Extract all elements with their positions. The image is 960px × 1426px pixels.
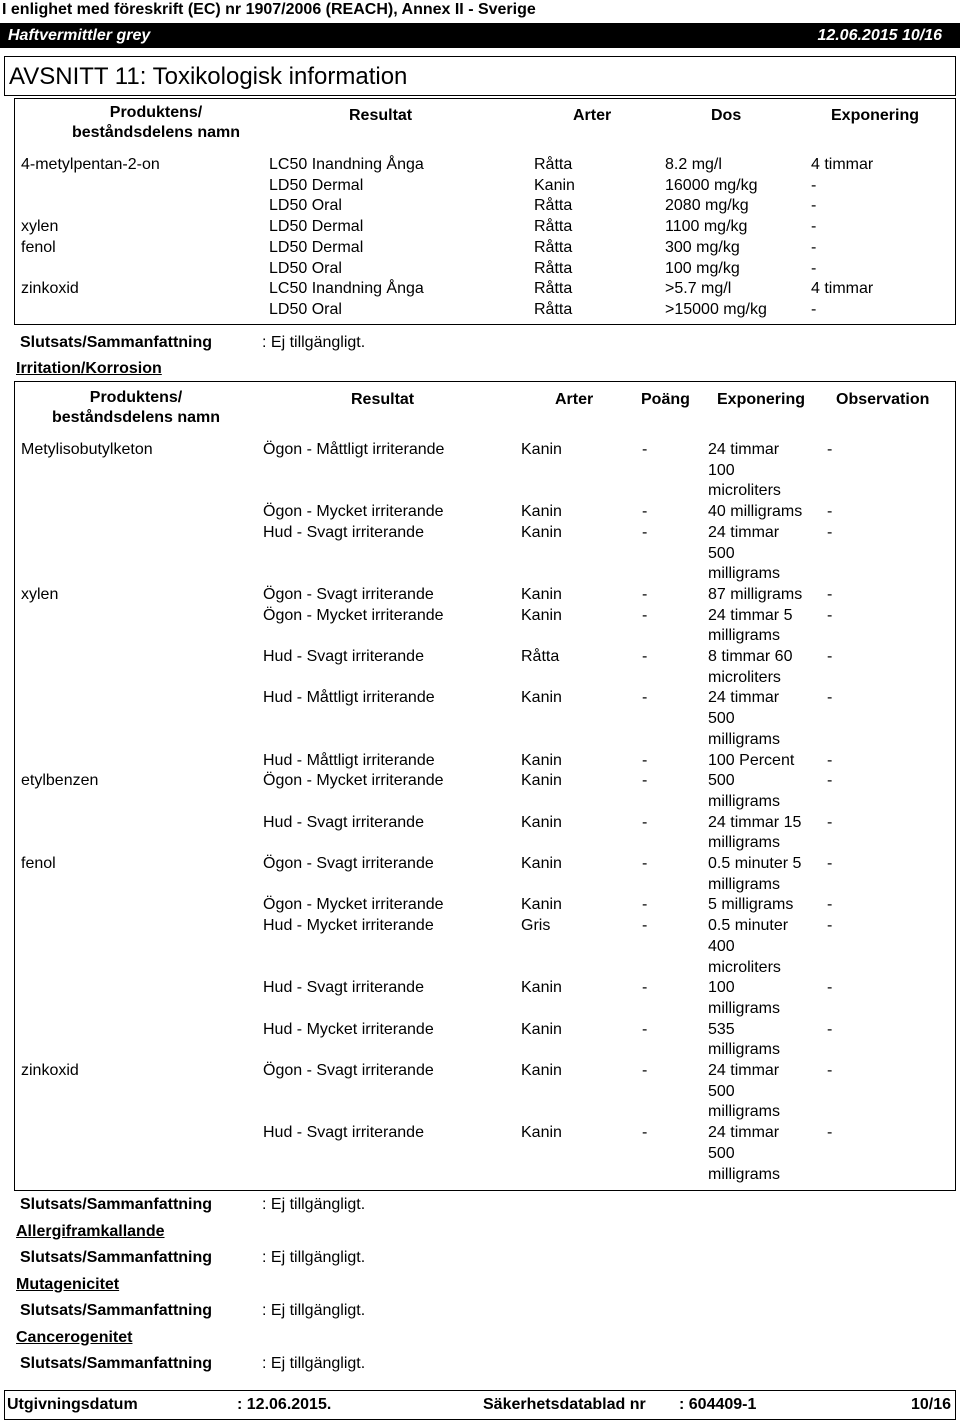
irr-cell-result: Ögon - Svagt irriterande: [263, 585, 434, 603]
irr-cell-score: -: [642, 917, 648, 935]
tox-cell-name: 4-metylpentan-2-on: [21, 156, 160, 173]
tox-cell-species: Råtta: [534, 280, 573, 298]
irr-cell-exposure: 400: [708, 937, 735, 955]
irr-cell-species: Kanin: [521, 855, 562, 872]
footer: [4, 1390, 956, 1420]
irr-cell-observation: -: [827, 441, 833, 458]
irr-cell-exposure: 500: [708, 1144, 735, 1162]
section-title-box: [4, 56, 956, 96]
irr-cell-species: Kanin: [521, 689, 562, 707]
irr-header-species: Arter: [555, 391, 594, 408]
irr-cell-score: -: [642, 772, 648, 790]
tox-cell-species: Råtta: [534, 197, 573, 215]
summary-label: Slutsats/Sammanfattning: [20, 334, 213, 351]
irr-cell-exposure: milligrams: [708, 1165, 780, 1183]
irr-cell-exposure: 0.5 minuter 5: [708, 855, 802, 872]
irr-cell-species: Kanin: [521, 813, 562, 831]
irr-cell-exposure: microliters: [708, 482, 781, 500]
irr-cell-observation: -: [827, 523, 833, 541]
footer-issue-label: Utgivningsdatum: [7, 1396, 138, 1413]
irr-cell-exposure: 24 timmar: [708, 523, 780, 541]
tox-cell-dose: 16000 mg/kg: [665, 176, 758, 194]
irr-cell-exposure: 24 timmar: [708, 1124, 780, 1142]
irr-cell-exposure: milligrams: [708, 627, 780, 645]
irr-cell-result: Hud - Svagt irriterande: [263, 1124, 424, 1142]
irr-cell-result: Ögon - Svagt irriterande: [263, 1062, 434, 1079]
section-heading: Allergiframkallande: [16, 1223, 165, 1240]
tox-cell-name: fenol: [21, 238, 56, 256]
irr-cell-observation: -: [827, 813, 833, 831]
tox-cell-dose: 1100 mg/kg: [665, 218, 748, 236]
irr-cell-score: -: [642, 979, 648, 997]
summary-value: : Ej tillgängligt.: [262, 1249, 366, 1266]
irr-cell-score: -: [642, 1062, 648, 1079]
irr-cell-score: -: [642, 585, 648, 603]
irr-cell-exposure: milligrams: [708, 999, 780, 1017]
header-date-page: 12.06.2015 10/16: [817, 27, 942, 44]
irr-header-score: Poäng: [641, 391, 690, 408]
irr-cell-observation: -: [827, 979, 833, 997]
tox-cell-species: Råtta: [534, 156, 573, 173]
irr-cell-exposure: 40 milligrams: [708, 503, 803, 521]
irr-cell-species: Kanin: [521, 772, 562, 790]
irr-cell-exposure: milligrams: [708, 875, 780, 893]
irr-cell-species: Kanin: [521, 751, 562, 769]
irr-cell-exposure: 100: [708, 979, 735, 997]
irr-cell-result: Hud - Svagt irriterande: [263, 523, 424, 541]
tox-cell-dose: >5.7 mg/l: [665, 280, 732, 298]
irr-cell-score: -: [642, 896, 648, 914]
irr-cell-result: Hud - Svagt irriterande: [263, 813, 424, 831]
irr-cell-exposure: microliters: [708, 668, 781, 686]
irr-cell-result: Hud - Mycket irriterande: [263, 1020, 434, 1038]
tox-cell-dose: 8.2 mg/l: [665, 156, 722, 173]
irr-cell-result: Ögon - Mycket irriterande: [263, 606, 444, 624]
irr-cell-exposure: 8 timmar 60: [708, 648, 793, 665]
tox-header-name: Produktens/ beståndsdelens namn: [71, 104, 241, 141]
irr-cell-score: -: [642, 689, 648, 707]
irr-cell-species: Kanin: [521, 1124, 562, 1142]
irr-cell-result: Ögon - Mycket irriterande: [263, 896, 444, 914]
tox-cell-species: Råtta: [534, 259, 573, 277]
irr-cell-exposure: 24 timmar: [708, 689, 780, 707]
tox-cell-result: LD50 Dermal: [269, 176, 364, 194]
irr-cell-score: -: [642, 648, 648, 665]
tox-cell-species: Råtta: [534, 238, 573, 256]
irr-cell-score: -: [642, 813, 648, 831]
irritation-heading: Irritation/Korrosion: [16, 360, 162, 377]
irr-cell-exposure: milligrams: [708, 1103, 780, 1121]
irr-cell-exposure: 5 milligrams: [708, 896, 794, 914]
irr-cell-exposure: milligrams: [708, 834, 780, 852]
irr-cell-result: Hud - Måttligt irriterande: [263, 751, 435, 769]
tox-cell-exposure: -: [811, 197, 817, 215]
irr-cell-observation: -: [827, 689, 833, 707]
section-heading: Mutagenicitet: [16, 1276, 120, 1293]
tox-cell-exposure: -: [811, 259, 817, 277]
irr-cell-exposure: 24 timmar: [708, 1062, 780, 1079]
tox-cell-result: LD50 Dermal: [269, 218, 364, 236]
tox-cell-dose: 100 mg/kg: [665, 259, 740, 277]
irr-cell-score: -: [642, 523, 648, 541]
irr-cell-score: -: [642, 606, 648, 624]
irr-cell-result: Hud - Mycket irriterande: [263, 917, 434, 935]
tox-cell-result: LC50 Inandning Ånga: [269, 156, 424, 173]
tox-cell-result: LD50 Oral: [269, 259, 342, 277]
tox-cell-species: Råtta: [534, 218, 573, 236]
footer-issue-value: : 12.06.2015.: [237, 1396, 332, 1413]
irr-header-name: Produktens/ beståndsdelens namn: [51, 389, 221, 426]
tox-cell-name: xylen: [21, 218, 59, 236]
irr-cell-exposure: milligrams: [708, 792, 780, 810]
irr-cell-observation: -: [827, 585, 833, 603]
irr-cell-species: Kanin: [521, 1062, 562, 1079]
tox-header-exposure: Exponering: [831, 107, 920, 124]
irr-cell-result: Hud - Måttligt irriterande: [263, 689, 435, 707]
tox-cell-species: Råtta: [534, 300, 573, 318]
footer-sds-value: : 604409-1: [679, 1396, 757, 1413]
toxicity-table: [14, 98, 956, 325]
tox-cell-exposure: 4 timmar: [811, 156, 874, 173]
irr-cell-exposure: 500: [708, 1082, 735, 1100]
irr-cell-exposure: 87 milligrams: [708, 585, 803, 603]
irr-cell-exposure: 500: [708, 710, 735, 728]
tox-cell-exposure: -: [811, 238, 817, 256]
tox-cell-name: zinkoxid: [21, 280, 79, 298]
irr-cell-exposure: 500: [708, 544, 735, 562]
section-heading: Cancerogenitet: [16, 1329, 133, 1346]
irr-cell-observation: -: [827, 606, 833, 624]
tox-header-species: Arter: [573, 107, 612, 124]
irr-cell-observation: -: [827, 917, 833, 935]
regulation-title: I enlighet med föreskrift (EC) nr 1907/2006 (REACH), Annex II - Sverige: [2, 1, 536, 18]
footer-page: 10/16: [910, 1396, 951, 1413]
irr-cell-species: Kanin: [521, 896, 562, 914]
summary-value: : Ej tillgängligt.: [262, 1302, 366, 1319]
irr-cell-exposure: 24 timmar: [708, 441, 780, 458]
irr-cell-observation: -: [827, 1062, 833, 1079]
irr-cell-name: zinkoxid: [21, 1062, 79, 1079]
tox-header-dose: Dos: [711, 107, 742, 124]
irr-cell-result: Ögon - Mycket irriterande: [263, 772, 444, 790]
irr-cell-observation: -: [827, 772, 833, 790]
summary-label: Slutsats/Sammanfattning: [20, 1355, 213, 1372]
summary-value: : Ej tillgängligt.: [262, 334, 366, 351]
irr-cell-result: Ögon - Mycket irriterande: [263, 503, 444, 521]
irr-cell-exposure: 100 Percent: [708, 751, 795, 769]
irr-cell-exposure: 535: [708, 1020, 735, 1038]
irr-cell-exposure: 100: [708, 461, 735, 479]
irr-cell-exposure: 500: [708, 772, 735, 790]
irritation-table: [14, 381, 956, 1191]
irr-cell-score: -: [642, 1020, 648, 1038]
tox-cell-dose: 300 mg/kg: [665, 238, 740, 256]
tox-cell-result: LD50 Dermal: [269, 238, 364, 256]
tox-cell-dose: >15000 mg/kg: [665, 300, 767, 318]
section-title: AVSNITT 11: Toxikologisk information: [9, 63, 408, 90]
irr-header-observation: Observation: [836, 391, 930, 408]
irr-cell-observation: -: [827, 855, 833, 872]
irr-cell-observation: -: [827, 503, 833, 521]
irr-cell-species: Kanin: [521, 503, 562, 521]
irr-header-result: Resultat: [351, 391, 415, 408]
irr-cell-exposure: milligrams: [708, 565, 780, 583]
irr-cell-exposure: 24 timmar 15: [708, 813, 802, 831]
irr-cell-score: -: [642, 503, 648, 521]
irr-cell-species: Kanin: [521, 1020, 562, 1038]
irr-cell-score: -: [642, 855, 648, 872]
tox-cell-result: LD50 Oral: [269, 300, 342, 318]
tox-cell-result: LD50 Oral: [269, 197, 342, 215]
header-bar: [0, 23, 960, 48]
irr-cell-observation: -: [827, 648, 833, 665]
irr-cell-result: Ögon - Svagt irriterande: [263, 855, 434, 872]
irr-cell-species: Kanin: [521, 523, 562, 541]
irr-cell-score: -: [642, 1124, 648, 1142]
summary-label: Slutsats/Sammanfattning: [20, 1302, 213, 1319]
irr-cell-species: Råtta: [521, 648, 560, 665]
irr-cell-exposure: microliters: [708, 958, 781, 976]
tox-cell-exposure: 4 timmar: [811, 280, 874, 298]
summary-label: Slutsats/Sammanfattning: [20, 1249, 213, 1266]
tox-header-result: Resultat: [349, 107, 413, 124]
summary-value: : Ej tillgängligt.: [262, 1355, 366, 1372]
irr-cell-exposure: 0.5 minuter: [708, 917, 789, 935]
irr-cell-species: Kanin: [521, 606, 562, 624]
irr-cell-exposure: milligrams: [708, 730, 780, 748]
summary-label: Slutsats/Sammanfattning: [20, 1196, 213, 1213]
tox-cell-exposure: -: [811, 300, 817, 318]
tox-cell-dose: 2080 mg/kg: [665, 197, 749, 215]
irr-cell-name: xylen: [21, 585, 59, 603]
irr-cell-name: Metylisobutylketon: [21, 441, 153, 458]
irr-cell-name: fenol: [21, 855, 56, 872]
irr-cell-observation: -: [827, 1124, 833, 1142]
irr-cell-exposure: 24 timmar 5: [708, 606, 793, 624]
irr-cell-score: -: [642, 751, 648, 769]
irr-cell-observation: -: [827, 1020, 833, 1038]
irr-cell-exposure: milligrams: [708, 1041, 780, 1059]
irr-cell-observation: -: [827, 896, 833, 914]
footer-sds-label: Säkerhetsdatablad nr: [483, 1396, 646, 1413]
irr-cell-result: Ögon - Måttligt irriterande: [263, 441, 445, 458]
tox-cell-exposure: -: [811, 176, 817, 194]
irr-cell-result: Hud - Svagt irriterande: [263, 648, 424, 665]
product-name: Haftvermittler grey: [8, 27, 151, 44]
irr-cell-observation: -: [827, 751, 833, 769]
tox-cell-result: LC50 Inandning Ånga: [269, 280, 424, 298]
irr-cell-species: Gris: [521, 917, 551, 935]
irr-cell-species: Kanin: [521, 441, 562, 458]
irr-cell-name: etylbenzen: [21, 772, 99, 790]
irr-header-exposure: Exponering: [717, 391, 806, 408]
irr-cell-score: -: [642, 441, 648, 458]
summary-value: : Ej tillgängligt.: [262, 1196, 366, 1213]
irr-cell-species: Kanin: [521, 979, 562, 997]
tox-cell-exposure: -: [811, 218, 817, 236]
irr-cell-species: Kanin: [521, 585, 562, 603]
tox-cell-species: Kanin: [534, 176, 575, 194]
irr-cell-result: Hud - Svagt irriterande: [263, 979, 424, 997]
